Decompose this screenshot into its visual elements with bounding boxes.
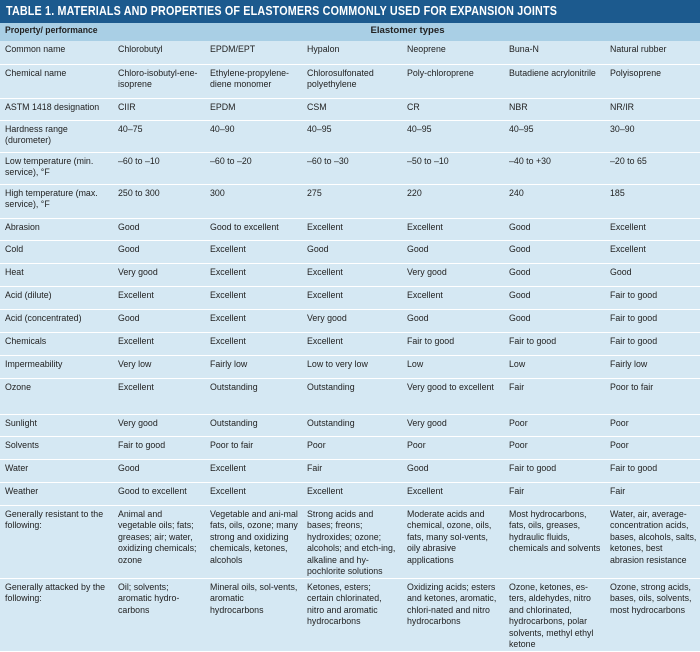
table-cell: 275 [302,184,402,218]
table-cell: Butadiene acrylonitrile [504,64,605,98]
table-cell: Hypalon [302,41,402,64]
table-cell: Good [605,263,700,286]
table-row [0,459,700,482]
table-cell: Fair to good [605,286,700,309]
row-label: Water [0,459,113,482]
table-cell: Fair [504,378,605,414]
table-cell: 220 [402,184,504,218]
table-cell: Excellent [302,218,402,240]
table-cell: Excellent [205,459,302,482]
table-cell: Excellent [302,263,402,286]
row-label: ASTM 1418 designation [0,98,113,120]
table-cell: Mineral oils, sol-vents, aromatic hydrocarbons [205,578,302,651]
table-cell: Outstanding [302,414,402,436]
elastomer-table [0,23,700,652]
table-cell: Ethylene-propylene-diene monomer [205,64,302,98]
table-cell: Good [504,240,605,263]
table-cell: Natural rubber [605,41,700,64]
row-label: High temperature (max. service), °F [0,184,113,218]
table-cell: 185 [605,184,700,218]
table-cell: Poor [302,436,402,459]
table-cell: Good [402,309,504,332]
table-cell: Fair to good [402,332,504,355]
table-row [0,332,700,355]
table-row [0,378,700,414]
table-cell: Polyisoprene [605,64,700,98]
row-label: Low temperature (min. service), °F [0,152,113,184]
row-label: Generally resistant to the following: [0,505,113,578]
table-row [0,41,700,64]
table-cell: Outstanding [205,414,302,436]
table-cell: EPDM/EPT [205,41,302,64]
table-cell: Good [504,309,605,332]
row-label: Generally attacked by the following: [0,578,113,651]
table-cell: Excellent [302,332,402,355]
table-cell: Excellent [113,332,205,355]
row-label: Sunlight [0,414,113,436]
table-cell: Excellent [605,240,700,263]
table-row [0,414,700,436]
table-cell: Excellent [302,286,402,309]
table-cell: CSM [302,98,402,120]
table-cell: Moderate acids and chemical, ozone, oils, fats, many sol-vents, oily abrasive applications [402,505,504,578]
table-cell: Fair [302,459,402,482]
table-cell: 40–95 [402,120,504,152]
table-cell: Good to excellent [113,482,205,505]
table-row [0,184,700,218]
row-label: Chemicals [0,332,113,355]
table-cell: Good [302,240,402,263]
table-cell: Very good [113,414,205,436]
table-row [0,64,700,98]
table-cell: Good [402,240,504,263]
table-cell: Very good [302,309,402,332]
table-cell: Poly-chloroprene [402,64,504,98]
row-label: Heat [0,263,113,286]
table-body [0,41,700,651]
row-label: Acid (concentrated) [0,309,113,332]
table-title-text: TABLE 1. MATERIALS AND PROPERTIES OF ELASTOMERS COMMONLY USED FOR EXPANSION JOINTS [6,4,558,18]
table-cell: –20 to 65 [605,152,700,184]
table-cell: Fair [504,482,605,505]
table-row [0,482,700,505]
table-cell: Fair to good [113,436,205,459]
table-cell: 40–75 [113,120,205,152]
table-cell: Excellent [205,263,302,286]
table-cell: Strong acids and bases; freons; hydroxides; ozone; alcohols; and etch-ing, alkaline and hy-pochlorite solutions [302,505,402,578]
table-cell: Good [402,459,504,482]
table-row [0,309,700,332]
table-cell: Ozone, ketones, es-ters, aldehydes, nitro and chlorinated, hydrocarbons, polar solvents, methyl ethyl ketone [504,578,605,651]
row-label: Acid (dilute) [0,286,113,309]
header-row [0,23,700,41]
table-cell: 250 to 300 [113,184,205,218]
table-cell: Excellent [205,332,302,355]
table-cell: Excellent [205,482,302,505]
table-cell: Good [113,218,205,240]
table-cell: Most hydrocarbons, fats, oils, greases, hydraulic fluids, chemicals and solvents [504,505,605,578]
table-cell: Excellent [113,378,205,414]
table-cell: Good [113,459,205,482]
table-cell: Poor [504,436,605,459]
table-cell: Outstanding [205,378,302,414]
table-cell: Good to excellent [205,218,302,240]
table-row [0,218,700,240]
table-cell: Excellent [113,286,205,309]
table-row [0,152,700,184]
table-cell: Very good [402,263,504,286]
table-cell: Water, air, average-concentration acids, bases, alcohols, salts, ketones, best abrasion resistance [605,505,700,578]
table-cell: Vegetable and ani-mal fats, oils, ozone; many strong and oxidizing chemicals, ketones, alcohols [205,505,302,578]
table-cell: 240 [504,184,605,218]
table-cell: Very good [402,414,504,436]
table-cell: Excellent [402,218,504,240]
table-cell: Poor [402,436,504,459]
table-cell: Chlorobutyl [113,41,205,64]
table-cell: Good [504,218,605,240]
table-cell: –40 to +30 [504,152,605,184]
row-label: Hardness range (durometer) [0,120,113,152]
table-cell: Good [504,263,605,286]
table-cell: –60 to –30 [302,152,402,184]
table-cell: Fair to good [605,459,700,482]
table-row [0,263,700,286]
table-cell: Fair to good [504,459,605,482]
row-label: Impermeability [0,355,113,378]
table-cell: CR [402,98,504,120]
table-cell: Good [113,240,205,263]
table-cell: Low to very low [302,355,402,378]
table-cell: NBR [504,98,605,120]
table-cell: Good [504,286,605,309]
table-row [0,505,700,578]
table-cell: 40–90 [205,120,302,152]
table-cell: Low [402,355,504,378]
table-cell: Very good [113,263,205,286]
table-cell: 40–95 [302,120,402,152]
row-label: Abrasion [0,218,113,240]
table-cell: Chlorosulfonated polyethylene [302,64,402,98]
table-cell: Fair to good [605,309,700,332]
row-label: Common name [0,41,113,64]
table-cell: Oil; solvents; aromatic hydro-carbons [113,578,205,651]
table-row [0,578,700,651]
table-cell: Poor [504,414,605,436]
table-cell: Neoprene [402,41,504,64]
table-cell: NR/IR [605,98,700,120]
table-cell: 30–90 [605,120,700,152]
header-elastomer-types: Elastomer types [113,23,700,41]
table-cell: 40–95 [504,120,605,152]
table-cell: –60 to –20 [205,152,302,184]
table-cell: Ketones, esters; certain chlorinated, nitro and aromatic hydrocarbons [302,578,402,651]
table-row [0,120,700,152]
header-property: Property/ performance [0,23,113,41]
table-cell: EPDM [205,98,302,120]
table-cell: 300 [205,184,302,218]
row-label: Weather [0,482,113,505]
table-cell: Poor to fair [605,378,700,414]
table-cell: Excellent [402,482,504,505]
table-row [0,98,700,120]
table-cell: Very low [113,355,205,378]
row-label: Ozone [0,378,113,414]
table-cell: Good [113,309,205,332]
table-cell: –50 to –10 [402,152,504,184]
table-cell: Fair to good [605,332,700,355]
row-label: Cold [0,240,113,263]
table-cell: Outstanding [302,378,402,414]
table-cell: Poor to fair [205,436,302,459]
table-cell: Poor [605,436,700,459]
table-cell: Chloro-isobutyl-ene-isoprene [113,64,205,98]
table-cell: Buna-N [504,41,605,64]
table-cell: Fair to good [504,332,605,355]
table-row [0,436,700,459]
table-cell: Excellent [205,286,302,309]
table-cell: Fairly low [205,355,302,378]
table-cell: Ozone, strong acids, bases, oils, solvents, most hydrocarbons [605,578,700,651]
table-cell: CIIR [113,98,205,120]
table-row [0,240,700,263]
table-cell: Low [504,355,605,378]
table-cell: Excellent [205,309,302,332]
table-cell: Oxidizing acids; esters and ketones, aromatic, chlori-nated and nitro hydrocarbons [402,578,504,651]
table-cell: Excellent [605,218,700,240]
row-label: Chemical name [0,64,113,98]
table-cell: Excellent [205,240,302,263]
table-cell: Very good to excellent [402,378,504,414]
table-row [0,355,700,378]
table-cell: Poor [605,414,700,436]
table-cell: Excellent [302,482,402,505]
table-cell: Fair [605,482,700,505]
row-label: Solvents [0,436,113,459]
table-cell: Animal and vegetable oils; fats; greases; air; water, oxidizing chemicals; ozone [113,505,205,578]
table-title [0,0,700,23]
table-cell: Fairly low [605,355,700,378]
table-cell: –60 to –10 [113,152,205,184]
table-cell: Excellent [402,286,504,309]
table-row [0,286,700,309]
